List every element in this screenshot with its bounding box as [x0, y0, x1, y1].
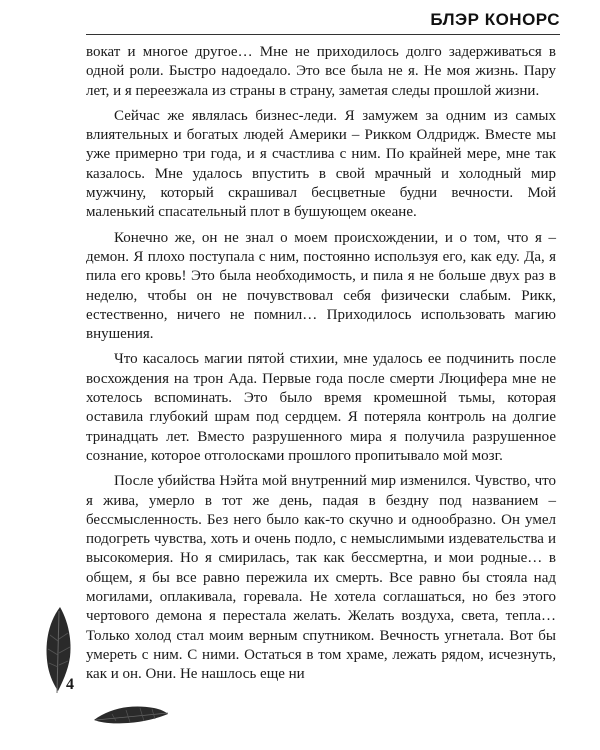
paragraph: Что касалось магии пятой стихии, мне удалось ее подчинить после восхождения на трон Ада. Первые года после смерти Люцифера мне не хотелось вспоминать. Это было время кромешной тьмы, которая оставила глубокий шрам под сердцем. Я потеряла контроль на долгие тринадцать лет. Вместо разрушенного мира я получила разрушенное сознание, которое отголосками прошлого пропитывало мой мозг. — [86, 351, 556, 464]
body-text — [86, 43, 556, 691]
paragraph: вокат и многое другое… Мне не приходилось долго задерживаться в одной роли. Быстро надоедало. Это все была не я. Не моя жизнь. Пару лет, и я переезжала из страны в страну, заметая следы прошлой жизни. — [86, 44, 556, 99]
feather-icon — [92, 700, 170, 728]
paragraph: Сейчас же являлась бизнес-леди. Я замужем за одним из самых влиятельных и богатых людей Америки – Рикком Олдридж. Вместе мы уже примерно три года, и я счастлива с ним. По крайней мере, мне так казалось. Мне удалось впустить в свой мрачный и холодный мир мужчину, который скрашивал бесцветные будни вечности. Мой маленький спасательный плот в бушующем океане. — [86, 107, 556, 221]
paragraph: После убийства Нэйта мой внутренний мир изменился. Чувство, что я жива, умерло в тот же день, падая в бездну под названием – бессмысленность. Без него было как-то скучно и однообразно. Он умел подогреть чувства, хоть и очень подло, с немыслимыми издевательства и высокомерия. Но я смирилась, так как бессмертна, и мои родные… в общем, я бы все равно пережила их смерть. Все равно бы стояла над могилами, оплакивала, горевала. Не хотела соглашаться, но без этого чертового демона я перестала желать. Желать воздуха, света, тепла… Только холод стал моим верным спутником. Вечность угнетала. Вот бы умереть с ним. С ними. Остаться в том храме, лежать рядом, исчезнуть, как и он. Они. Не нашлось еще ни — [86, 473, 556, 683]
running-header — [0, 0, 600, 42]
author-name: БЛЭР КОНОРС — [430, 10, 560, 29]
header-rule — [86, 34, 560, 35]
paragraph: Конечно же, он не знал о моем происхождении, и о том, что я – демон. Я плохо поступала с ним, постоянно используя его, как еду. Да, я пила его кровь! Это была необходимость, и пила я не больше двух раз в неделю, чтобы он не почувствовал себя физически слабым. Рикк, естественно, ничего не помнил… Приходилось использовать магию внушения. — [86, 229, 556, 343]
page-number: 4 — [66, 676, 74, 693]
